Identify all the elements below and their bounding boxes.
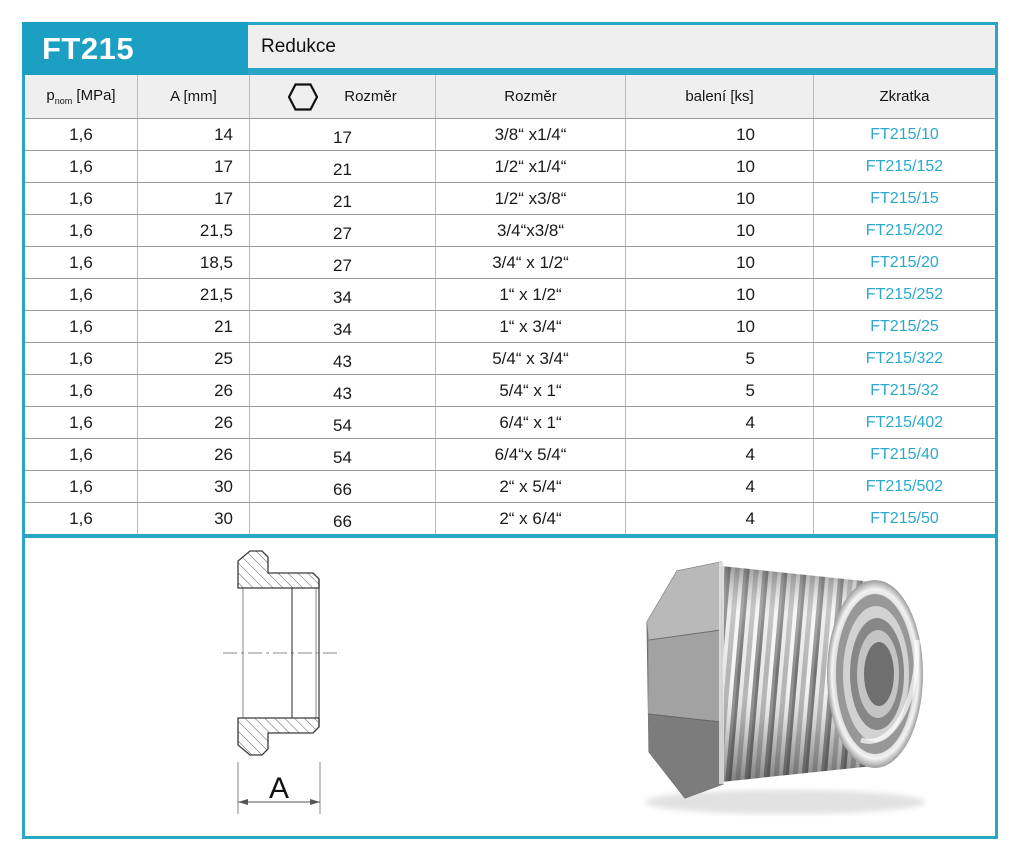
- table-row: [25, 502, 995, 534]
- cell-size: 1/2“ x3/8“: [436, 183, 626, 214]
- cell-pack: 10: [626, 119, 814, 150]
- cell-hex: 27: [250, 215, 436, 246]
- cell-a: 21,5: [138, 215, 250, 246]
- cell-pack: 4: [626, 407, 814, 438]
- cell-code-link[interactable]: FT215/10: [870, 125, 939, 143]
- cell-size: 5/4“ x 1“: [436, 375, 626, 406]
- table-header-row: [25, 75, 995, 118]
- cell-code-link[interactable]: FT215/32: [870, 381, 939, 399]
- cell-pnom: 1,6: [25, 407, 138, 438]
- cell-pack: 10: [626, 279, 814, 310]
- cell-hex: 27: [250, 247, 436, 278]
- product-name: Redukce: [261, 35, 336, 57]
- cell-hex: 17: [250, 119, 436, 150]
- cell-a: 30: [138, 471, 250, 502]
- cell-pack: 10: [626, 151, 814, 182]
- cell-size: 1/2“ x1/4“: [436, 151, 626, 182]
- dimension-a-label: A: [268, 772, 290, 805]
- catalog-page: [22, 22, 998, 839]
- cell-pnom: 1,6: [25, 247, 138, 278]
- cell-a: 30: [138, 503, 250, 534]
- cell-code-link[interactable]: FT215/25: [870, 317, 939, 335]
- cell-pnom: 1,6: [25, 311, 138, 342]
- cell-hex: 21: [250, 151, 436, 182]
- cell-size: 6/4“x 5/4“: [436, 439, 626, 470]
- col-header-size: [436, 75, 626, 118]
- table-row: [25, 118, 995, 150]
- cell-a: 26: [138, 439, 250, 470]
- cell-a: 21: [138, 311, 250, 342]
- table-row: [25, 470, 995, 502]
- cell-size: 2“ x 6/4“: [436, 503, 626, 534]
- cell-hex: 54: [250, 439, 436, 470]
- cell-pack: 4: [626, 503, 814, 534]
- cell-a: 25: [138, 343, 250, 374]
- code-label: Zkratka: [879, 88, 930, 105]
- cell-pnom: 1,6: [25, 375, 138, 406]
- col-header-code: [814, 75, 995, 118]
- hexagon-icon: [288, 83, 318, 111]
- cell-code-link[interactable]: FT215/252: [865, 285, 944, 303]
- cell-a: 14: [138, 119, 250, 150]
- cell-hex: 66: [250, 471, 436, 502]
- size-label: Rozměr: [504, 88, 557, 105]
- cell-a: 26: [138, 407, 250, 438]
- cell-size: 1“ x 3/4“: [436, 311, 626, 342]
- technical-drawing: [205, 540, 385, 830]
- table-row: [25, 310, 995, 342]
- cell-code-link[interactable]: FT215/152: [865, 157, 944, 175]
- pack-label: balení [ks]: [685, 88, 754, 105]
- product-code: FT215: [42, 30, 135, 66]
- cell-pack: 10: [626, 215, 814, 246]
- cell-pnom: 1,6: [25, 119, 138, 150]
- cell-hex: 66: [250, 503, 436, 534]
- cell-pnom: 1,6: [25, 151, 138, 182]
- a-label: A [mm]: [170, 88, 217, 105]
- cell-hex: 21: [250, 183, 436, 214]
- cell-pack: 10: [626, 183, 814, 214]
- cell-hex: 43: [250, 343, 436, 374]
- cell-size: 3/4“ x 1/2“: [436, 247, 626, 278]
- table-row: [25, 406, 995, 438]
- table-row: [25, 278, 995, 310]
- cell-pack: 5: [626, 343, 814, 374]
- cell-hex: 34: [250, 311, 436, 342]
- cell-pnom: 1,6: [25, 503, 138, 534]
- page-header: [22, 22, 998, 75]
- cell-a: 17: [138, 151, 250, 182]
- cell-a: 21,5: [138, 279, 250, 310]
- cell-pack: 4: [626, 439, 814, 470]
- cell-pnom: 1,6: [25, 279, 138, 310]
- table-row: [25, 246, 995, 278]
- cell-a: 17: [138, 183, 250, 214]
- product-name-band: [248, 22, 998, 75]
- table-row: [25, 438, 995, 470]
- table-row: [25, 182, 995, 214]
- col-header-hex: [250, 75, 436, 118]
- cell-size: 5/4“ x 3/4“: [436, 343, 626, 374]
- cell-size: 6/4“ x 1“: [436, 407, 626, 438]
- cell-pnom: 1,6: [25, 471, 138, 502]
- hex-header-content: [250, 83, 435, 111]
- cell-size: 3/8“ x1/4“: [436, 119, 626, 150]
- cell-pnom: 1,6: [25, 183, 138, 214]
- table-row: [25, 374, 995, 406]
- lower-section: [25, 538, 995, 836]
- cell-code-link[interactable]: FT215/502: [865, 477, 944, 495]
- cell-hex: 54: [250, 407, 436, 438]
- cell-hex: 34: [250, 279, 436, 310]
- col-header-a: [138, 75, 250, 118]
- cell-code-link[interactable]: FT215/15: [870, 189, 939, 207]
- pnom-label: $p_{nom}$ [MPa]: [46, 87, 116, 106]
- table-body: [25, 118, 995, 534]
- col-header-pnom: [25, 75, 138, 118]
- cell-hex: 43: [250, 375, 436, 406]
- cell-code-link[interactable]: FT215/50: [870, 509, 939, 527]
- section-bottom: [238, 718, 319, 755]
- cell-code-link[interactable]: FT215/20: [870, 253, 939, 271]
- cell-pack: 10: [626, 247, 814, 278]
- cell-pack: 4: [626, 471, 814, 502]
- table-row: [25, 214, 995, 246]
- cell-a: 26: [138, 375, 250, 406]
- cell-size: 1“ x 1/2“: [436, 279, 626, 310]
- cell-code-link[interactable]: FT215/40: [870, 445, 939, 463]
- table-row: [25, 150, 995, 182]
- product-photo: [635, 544, 995, 824]
- hex-label: Rozměr: [344, 88, 397, 105]
- cell-pack: 5: [626, 375, 814, 406]
- cell-code-link[interactable]: FT215/322: [865, 349, 944, 367]
- cell-a: 18,5: [138, 247, 250, 278]
- cell-code-link[interactable]: FT215/202: [865, 221, 944, 239]
- section-top: [238, 551, 319, 588]
- cell-pnom: 1,6: [25, 343, 138, 374]
- cell-pack: 10: [626, 311, 814, 342]
- cell-pnom: 1,6: [25, 439, 138, 470]
- table-row: [25, 342, 995, 374]
- col-header-pack: [626, 75, 814, 118]
- cell-size: 2“ x 5/4“: [436, 471, 626, 502]
- cell-code-link[interactable]: FT215/402: [865, 413, 944, 431]
- product-code-box: [22, 22, 248, 75]
- cell-size: 3/4“x3/8“: [436, 215, 626, 246]
- cell-pnom: 1,6: [25, 215, 138, 246]
